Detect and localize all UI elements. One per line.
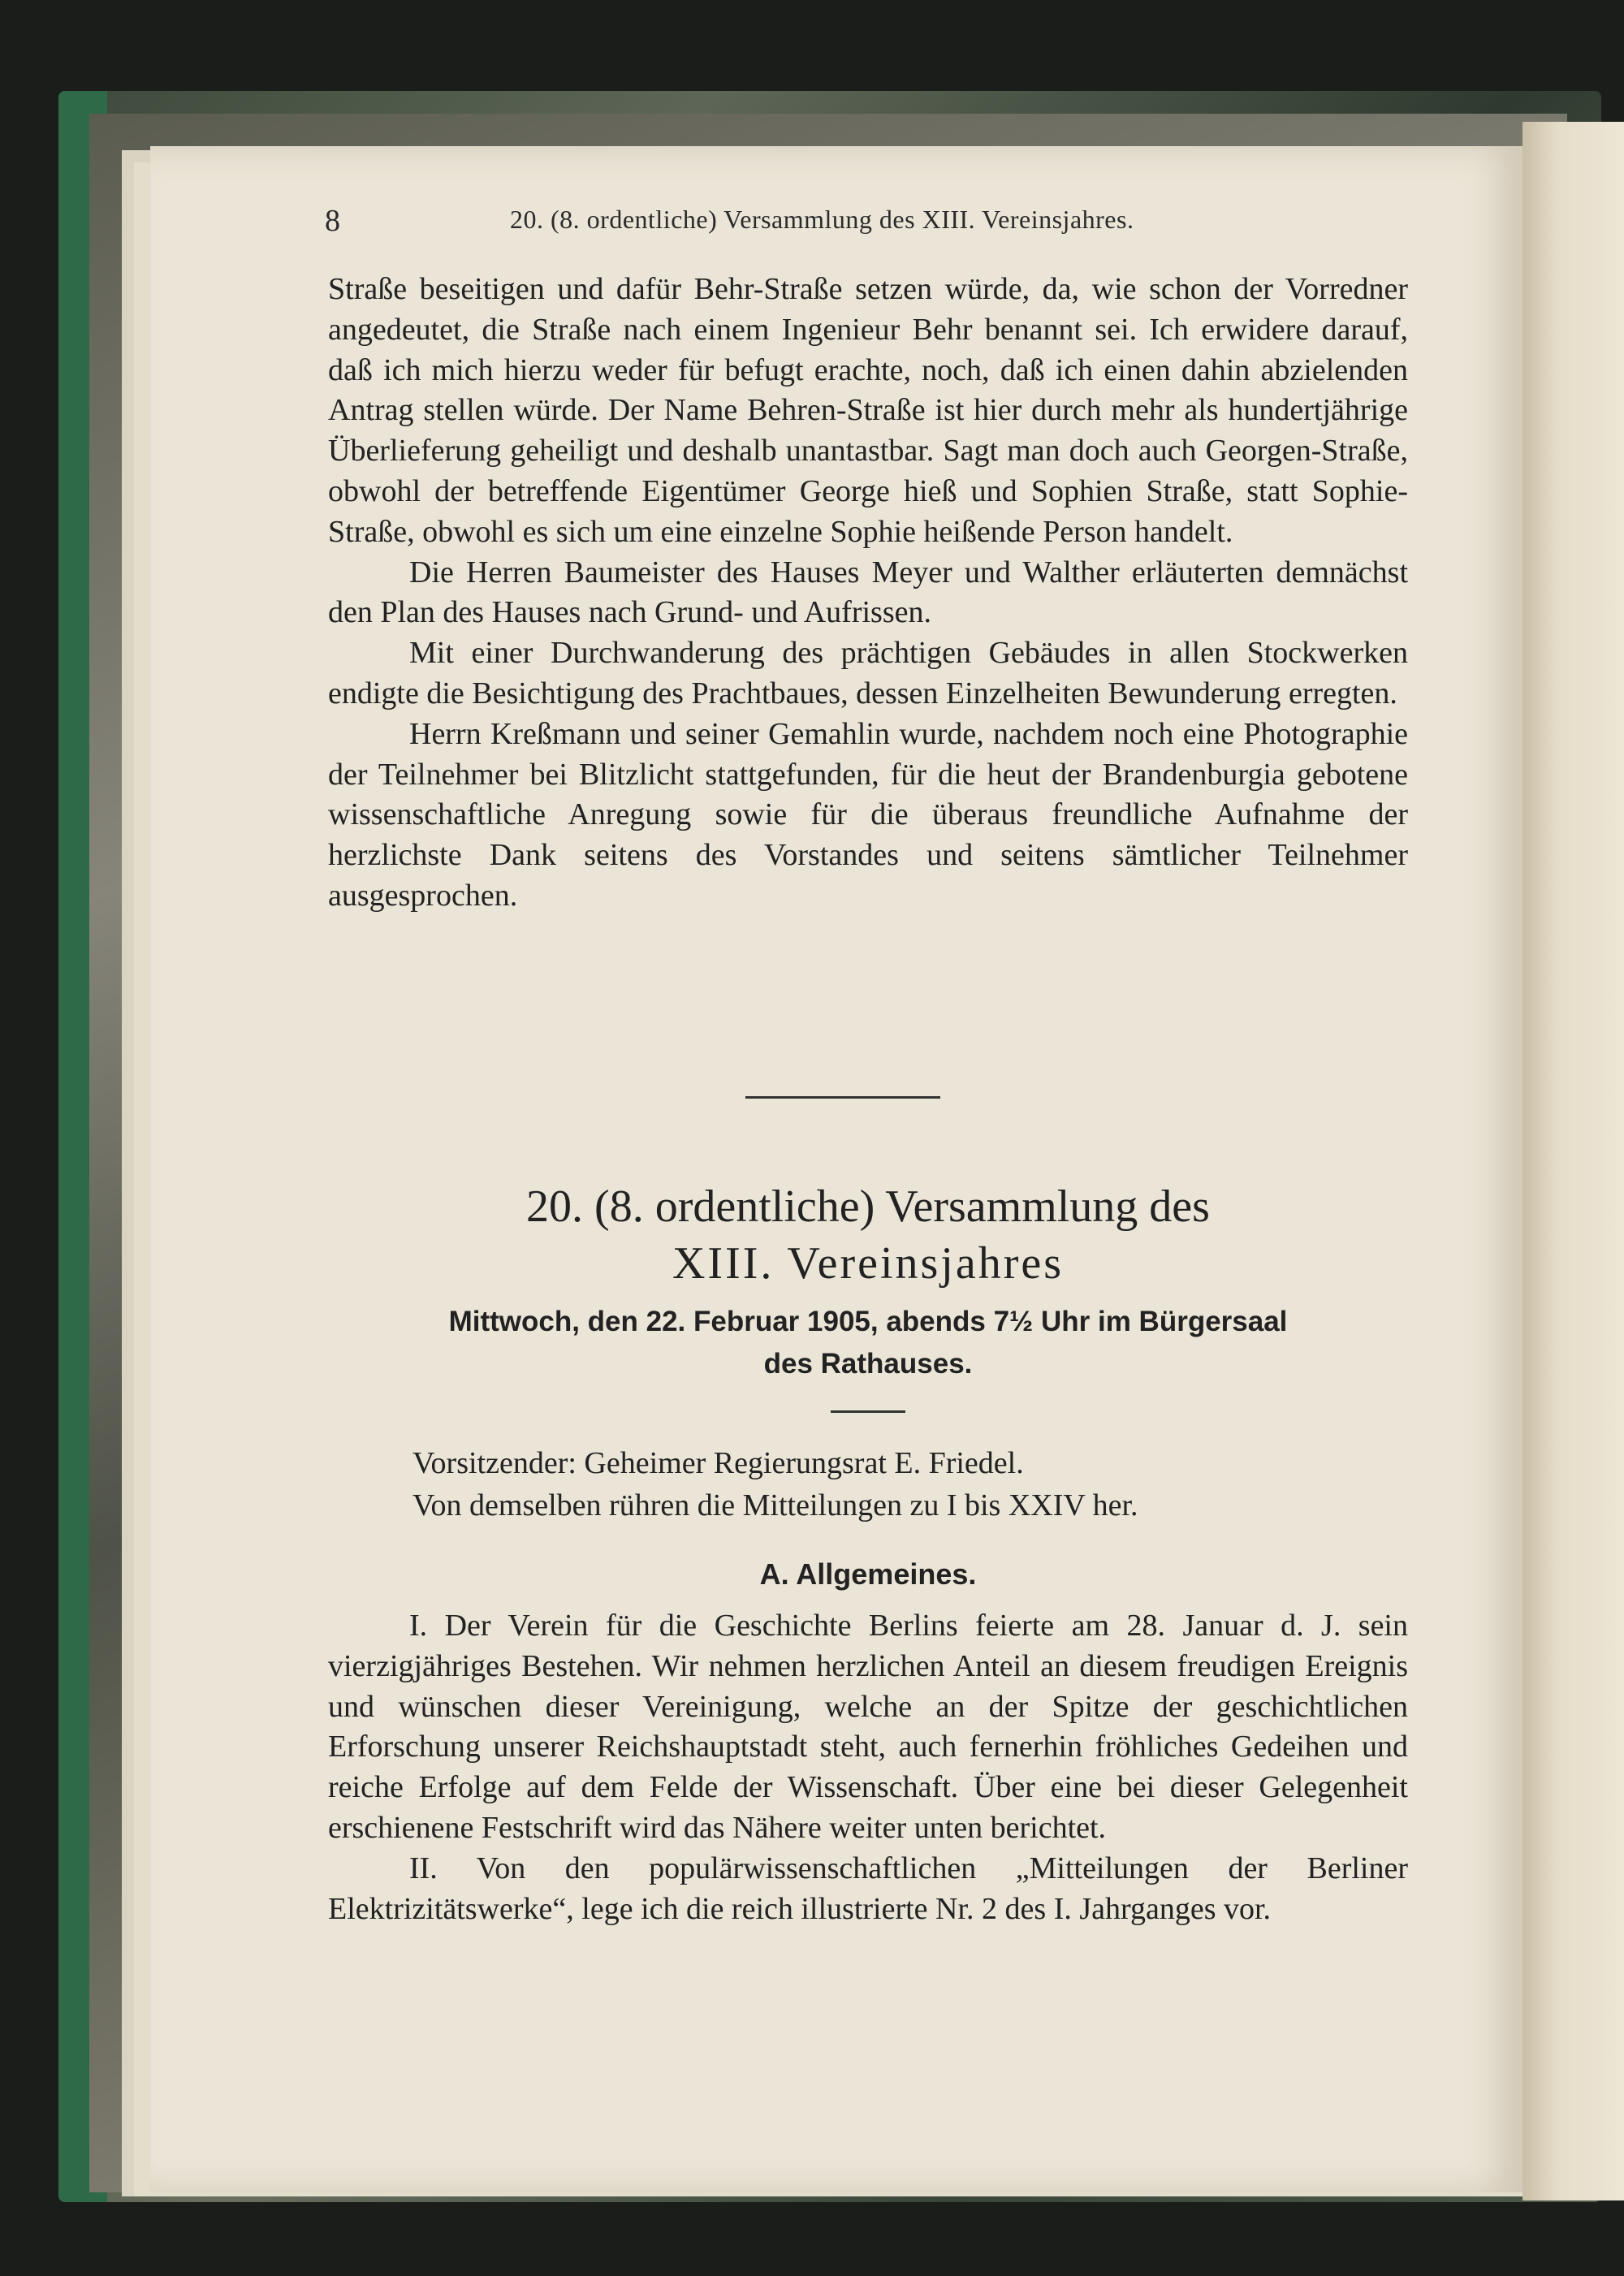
meeting-title-cont: XIII. Vereinsjahres (672, 1238, 1065, 1289)
section-a-text (328, 1606, 1408, 1929)
section-divider (745, 1096, 940, 1099)
meeting-date (328, 1301, 1408, 1385)
meeting-title: 20. (8. ordentliche) Versammlung des (526, 1181, 1210, 1232)
meeting-date-line: Mittwoch, den 22. Februar 1905, abends 7½ Uhr im Bürgersaal (448, 1306, 1288, 1337)
chair-info (412, 1442, 1138, 1527)
section-heading: A. Allgemeines. (759, 1557, 977, 1591)
paragraph: Die Herren Baumeister des Hauses Meyer und Walther erläuterten demnächst den Plan des Hauses nach Grund- und Aufrissen. (328, 555, 1408, 630)
paragraph: II. Von den populärwissenschaftlichen „Mitteilungen der Berliner Elektrizitätswerke“, lege ich die reich illustrierte Nr. 2 des I. Jahrganges vor. (328, 1851, 1408, 1926)
meeting-date-line: des Rathauses. (763, 1348, 973, 1380)
paragraph: Straße beseitigen und dafür Behr-Straße setzen würde, da, wie schon der Vorredner angedeutet, die Straße nach einem Ingenieur Behr benannt sei. Ich erwidere darauf, daß ich mich hierzu weder für befugt erachte, noch, daß ich einen dahin abzielenden Antrag stellen würde. Der Name Behren-Straße ist hier durch mehr als hundertjährige Überlieferung geheiligt und deshalb unantastbar. Sagt man doch auch Georgen-Straße, obwohl der betreffende Eigentümer George hieß und Sophien Straße, statt Sophie-Straße, obwohl es sich um eine einzelne Sophie heißende Person handelt. (328, 272, 1408, 549)
page-header (325, 203, 1445, 252)
paragraph: Herrn Kreßmann und seiner Gemahlin wurde, nachdem noch eine Photographie der Teilnehmer bei Blitzlicht stattgefunden, für die heut der Brandenburgia gebotene wissenschaftliche Anregung sowie für die überaus freundliche Aufnahme der herzlichste Dank seitens des Vorstandes und seitens sämtlicher Teilnehmer ausgesprochen. (328, 716, 1408, 913)
paragraph: Mit einer Durchwanderung des prächtigen Gebäudes in allen Stockwerken endigte die Besichtigung des Prachtbaues, dessen Einzelheiten Bewunderung erregten. (328, 636, 1408, 710)
page-number: 8 (325, 204, 340, 238)
chair-line: Von demselben rühren die Mitteilungen zu I bis XXIV her. (412, 1488, 1138, 1522)
chair-line: Vorsitzender: Geheimer Regierungsrat E. Friedel. (412, 1446, 1024, 1480)
heading-divider (831, 1410, 905, 1413)
running-head: 20. (8. ordentliche) Versammlung des XIII. Vereinsjahres. (510, 205, 1134, 234)
paragraph: I. Der Verein für die Geschichte Berlins feierte am 28. Januar d. J. sein vierzigjähriges Bestehen. Wir nehmen herzlichen Anteil an diesem freudigen Ereignis und wünschen dieser Vereinigung, welche an der Spitze der geschichtlichen Erforschung unserer Reichshauptstadt steht, auch fernerhin fröhliches Gedeihen und reiche Erfolge auf dem Felde der Wissenschaft. Über eine bei dieser Gelegenheit erschienene Festschrift wird das Nähere weiter unten berichtet. (328, 1609, 1408, 1845)
facing-page-edge (1522, 122, 1624, 2200)
continued-text (328, 270, 1408, 917)
